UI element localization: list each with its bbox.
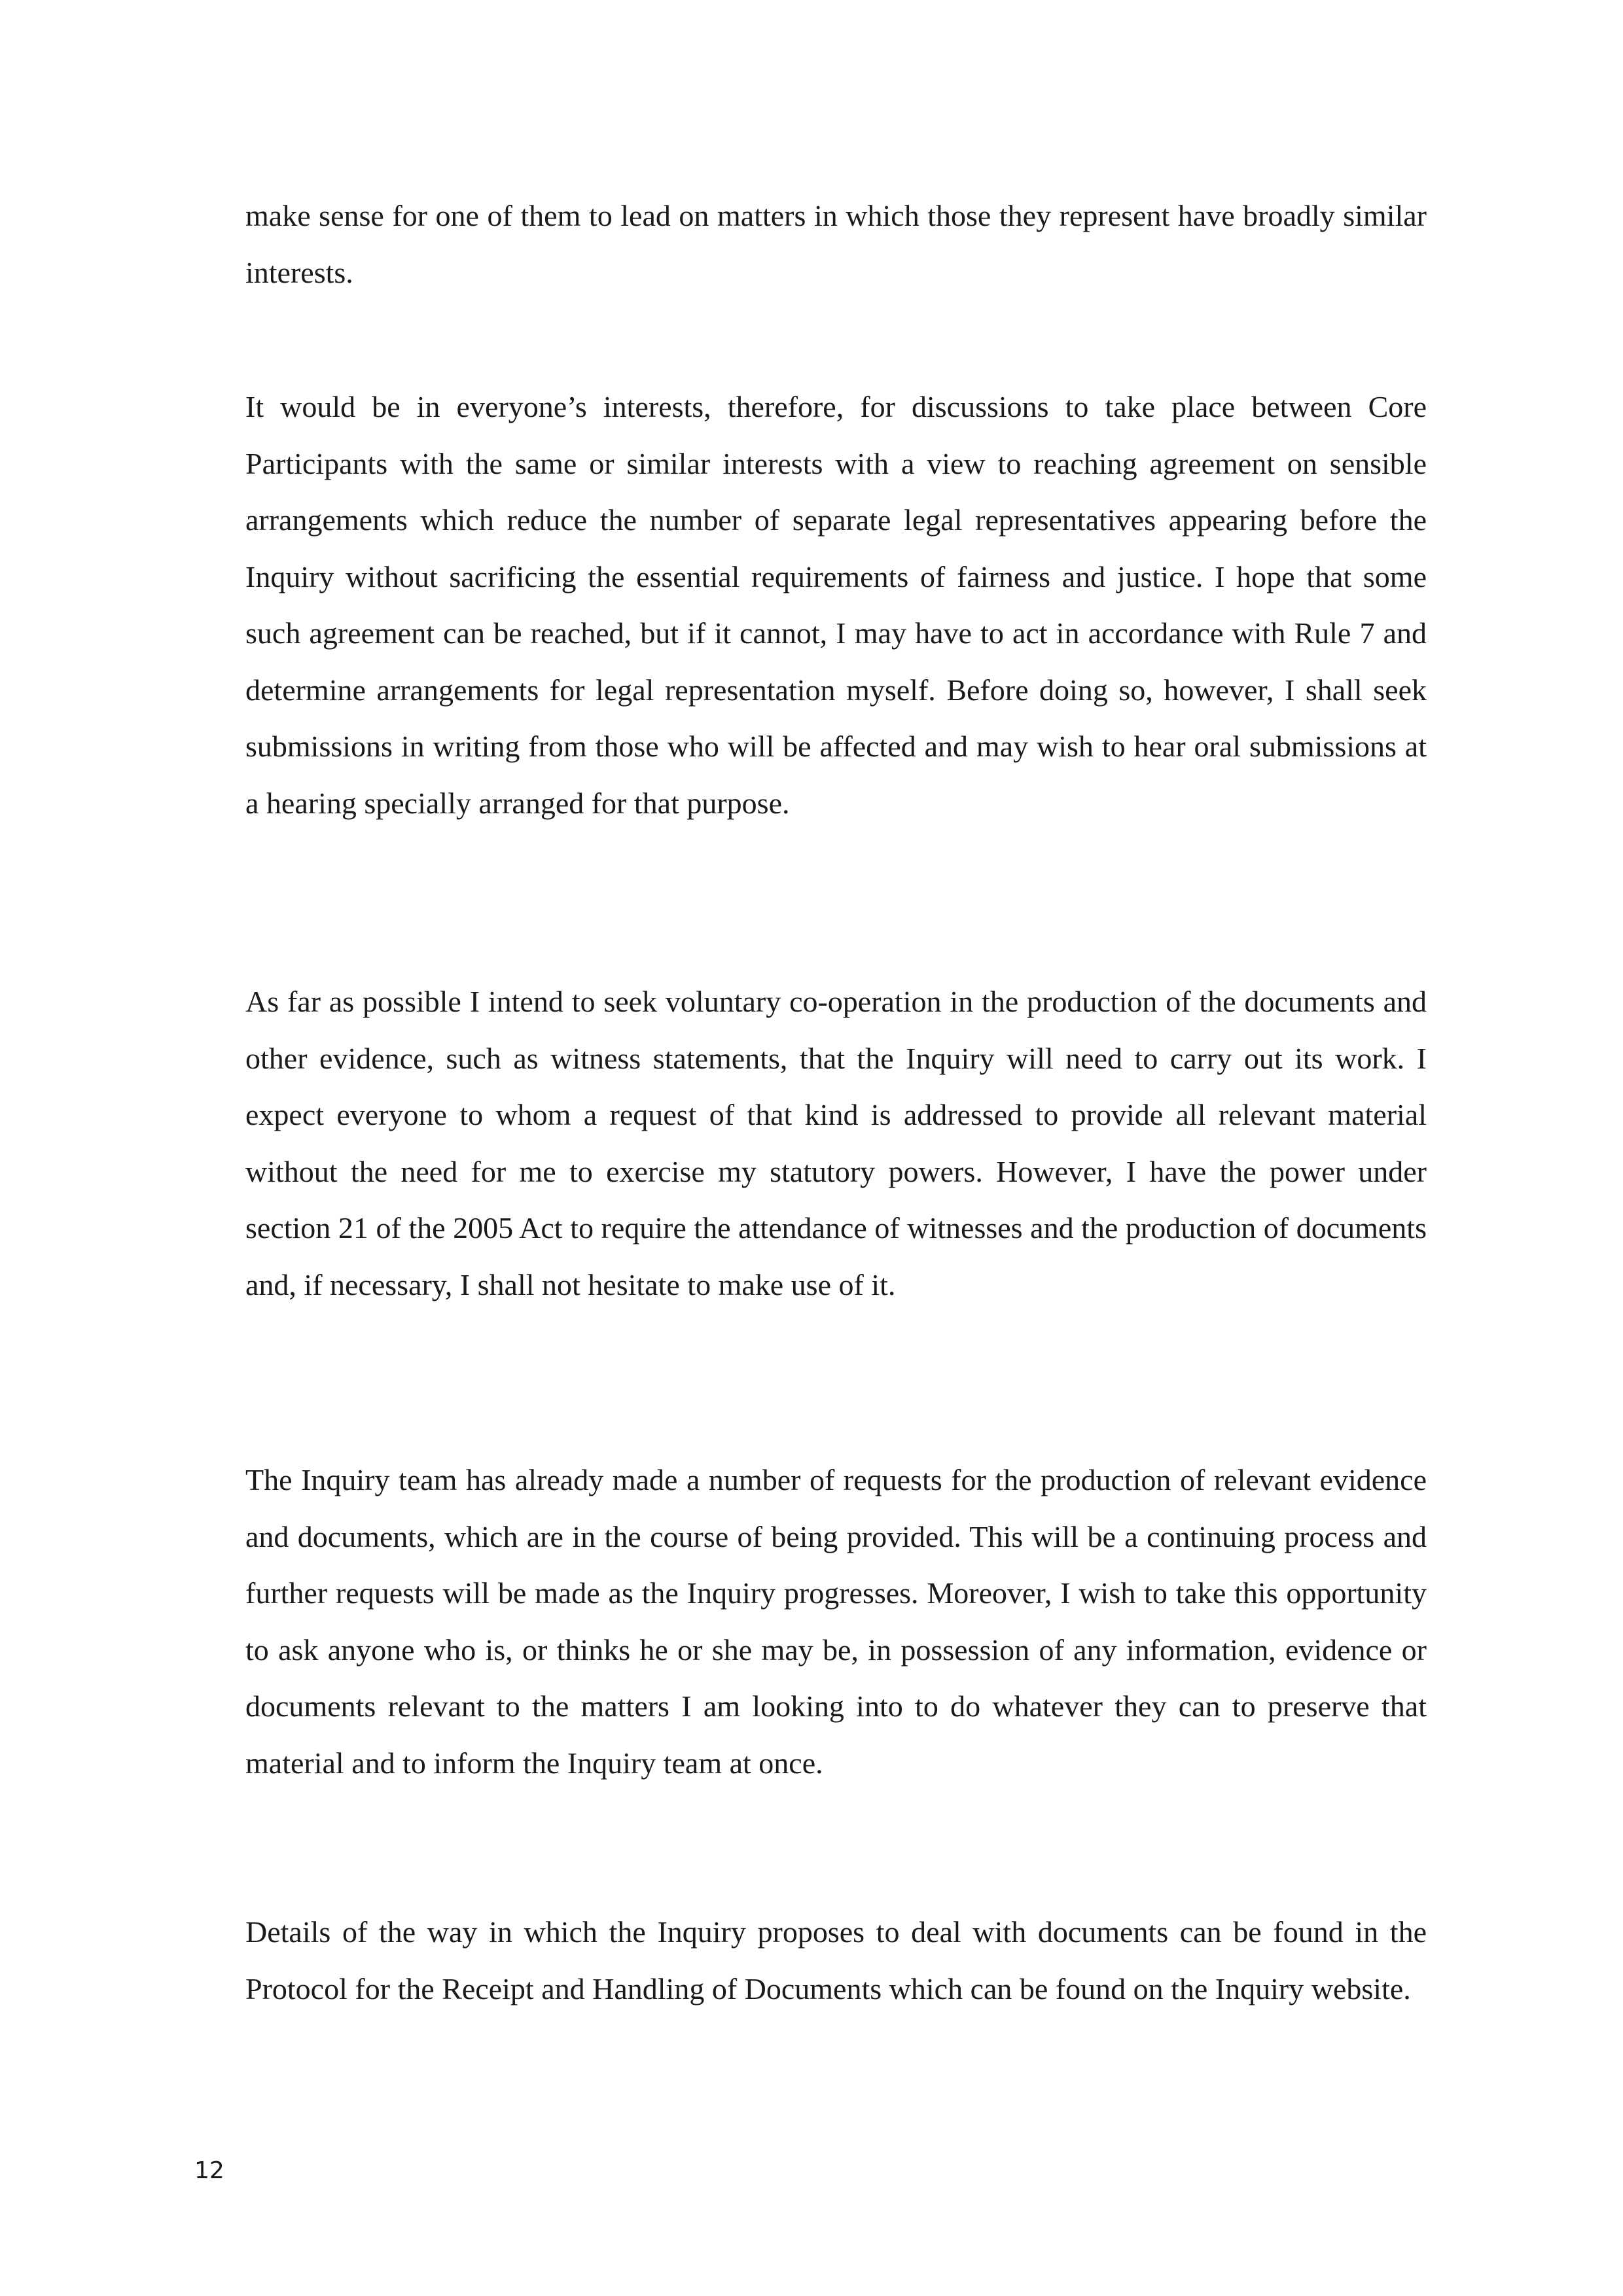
- paragraph: make sense for one of them to lead on matters in which those they represent have broadly similar interests.: [245, 199, 1427, 289]
- paragraph: As far as possible I intend to seek voluntary co-operation in the production of the documents and other evidence, such as witness statements, that the Inquiry will need to carry out its work. I expect everyone to whom a request of that kind is addressed to provide all relevant material without the need for me to exercise my statutory powers. However, I have the power under section 21 of the 2005 Act to require the attendance of witnesses and the production of documents and, if necessary, I shall not hesitate to make use of it.: [245, 985, 1427, 1301]
- paragraph: It would be in everyone’s interests, therefore, for discussions to take place between Core Participants with the same or similar interests with a view to reaching agreement on sensible arrangements which reduce the number of separate legal representatives appearing before the Inquiry without sacrificing the essential requirements of fairness and justice. I hope that some such agreement can be reached, but if it cannot, I may have to act in accordance with Rule 7 and determine arrangements for legal representation myself. Before doing so, however, I shall seek submissions in writing from those who will be affected and may wish to hear oral submissions at a hearing specially arranged for that purpose.: [245, 390, 1427, 820]
- page-number: 12: [194, 2157, 224, 2184]
- paragraph: The Inquiry team has already made a number of requests for the production of relevant evidence and documents, which are in the course of being provided. This will be a continuing process and further requests will be made as the Inquiry progresses. Moreover, I wish to take this opportunity to ask anyone who is, or thinks he or she may be, in possession of any information, evidence or documents relevant to the matters I am looking into to do whatever they can to preserve that material and to inform the Inquiry team at once.: [245, 1463, 1427, 1780]
- paragraph: Details of the way in which the Inquiry proposes to deal with documents can be found in the Protocol for the Receipt and Handling of Documents which can be found on the Inquiry website.: [245, 1915, 1427, 2005]
